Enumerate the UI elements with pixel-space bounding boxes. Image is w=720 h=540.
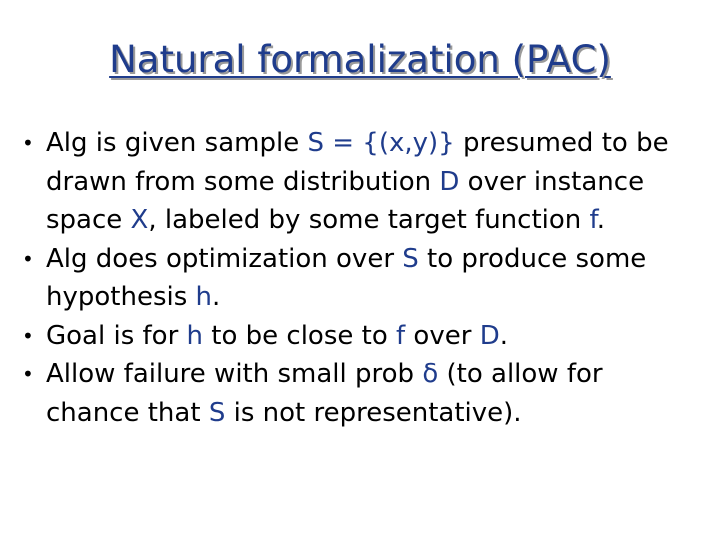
term-instance-space: X: [130, 205, 149, 235]
bullet-text: to be close to: [203, 320, 397, 351]
bullet-text: Alg does optimization over: [46, 243, 403, 274]
bullet-icon: •: [22, 323, 34, 348]
bullet-text: is not representative).: [225, 397, 522, 428]
bullet-text: Alg is given sample: [46, 128, 308, 158]
term-target-function: f: [396, 320, 406, 351]
bullet-text: over: [405, 320, 480, 351]
bullet-text: .: [499, 320, 508, 351]
bullet-icon: •: [22, 362, 34, 386]
term-hypothesis: h: [195, 282, 213, 312]
term-target-function: f: [589, 205, 597, 235]
term-sample-set: S: [208, 397, 226, 428]
bullet-item-failure: [22, 355, 702, 432]
bullet-text: .: [212, 282, 221, 312]
bullet-text: over instance space: [46, 166, 645, 235]
term-distribution: D: [479, 320, 500, 351]
bullet-list: [22, 124, 702, 432]
bullet-text: , labeled by some target function: [148, 205, 590, 235]
term-distribution: D: [439, 166, 460, 197]
slide-title: Natural formalization (PAC): [109, 38, 611, 81]
bullet-text: presumed to be drawn from some distribution: [46, 128, 669, 197]
bullet-icon: •: [22, 131, 34, 155]
bullet-text: to produce some hypothesis: [46, 243, 647, 312]
term-hypothesis: h: [186, 320, 204, 351]
term-sample-set: S = {(x,y)}: [307, 128, 455, 158]
bullet-icon: •: [22, 246, 34, 271]
term-delta: δ: [422, 359, 439, 389]
term-sample-set: S: [402, 243, 419, 274]
bullet-text: Allow failure with small prob: [46, 359, 423, 389]
bullet-item-optimization: [22, 240, 702, 317]
bullet-text: Goal is for: [46, 320, 187, 351]
bullet-item-goal: [22, 317, 702, 356]
bullet-text: (to allow for chance that: [46, 359, 603, 428]
bullet-text: .: [596, 205, 606, 235]
bullet-item-sample: [22, 124, 702, 240]
